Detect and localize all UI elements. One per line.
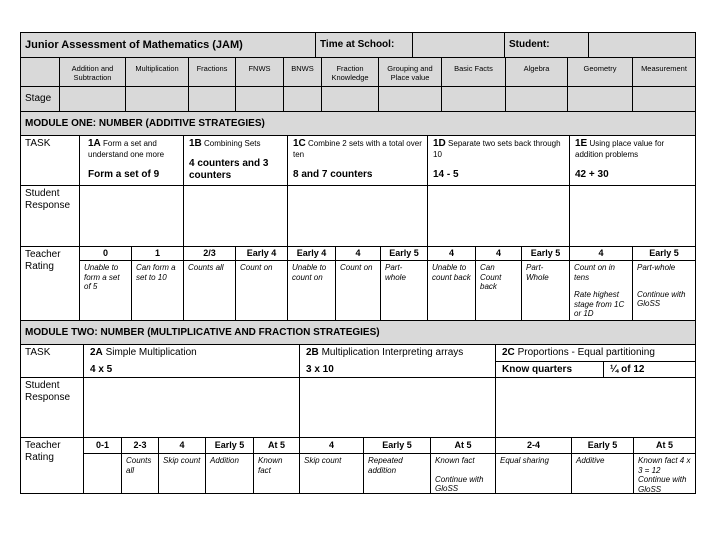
time-at-school-label-cell (316, 32, 413, 58)
task-label: TASK (25, 138, 51, 149)
domain-header (568, 58, 633, 87)
stage-field[interactable] (568, 87, 633, 112)
task-prompt: Form a set of 9 (88, 168, 160, 180)
rating-desc (570, 261, 633, 321)
rating-score[interactable] (132, 247, 184, 261)
rating-desc (84, 454, 122, 494)
domain-header (442, 58, 506, 87)
rating-desc (364, 454, 431, 494)
stage-field[interactable] (189, 87, 236, 112)
rating-desc-text: Counts all (126, 456, 152, 475)
rating-label-cell (20, 247, 80, 321)
rating-score[interactable] (288, 247, 336, 261)
task-prompt: Know quarters (502, 364, 573, 375)
rating-desc (122, 454, 159, 494)
task-id: 1B (189, 138, 202, 149)
rating-score[interactable] (572, 438, 634, 454)
rating-score[interactable] (300, 438, 364, 454)
rating-desc-text: Known fact 4 x 3 = 12 Continue with GloSS (638, 456, 691, 494)
task-id: 2B (306, 347, 319, 358)
rating-note-text: Continue with GloSS (637, 289, 686, 308)
rating-score[interactable] (522, 247, 570, 261)
rating-score[interactable] (634, 438, 696, 454)
student-label-cell (505, 32, 589, 58)
rating-desc-text: Can Count back (480, 263, 502, 291)
stage-field[interactable] (60, 87, 126, 112)
domain-label: Geometry (583, 64, 617, 73)
rating-score-text: 2-3 (133, 440, 147, 450)
teacher-rating-label: Teacher Rating (25, 249, 61, 272)
task-cell-1a (80, 136, 184, 186)
rating-score[interactable] (122, 438, 159, 454)
task-label-cell (20, 345, 84, 378)
response-field-1e[interactable] (570, 186, 696, 247)
response-field-2a[interactable] (84, 378, 300, 438)
response-field-1a[interactable] (80, 186, 184, 247)
rating-note-text: Continue with GloSS (435, 474, 484, 493)
rating-desc (496, 454, 572, 494)
response-field-1c[interactable] (288, 186, 428, 247)
rating-desc-text: Can form a set to 10 (136, 263, 176, 282)
rating-desc-text: Equal sharing (500, 456, 549, 465)
task-desc: Separate two sets back through 10 (433, 139, 561, 159)
rating-desc-text: Part-whole (385, 263, 406, 282)
rating-score[interactable] (431, 438, 496, 454)
rating-score-text: At 5 (267, 440, 285, 450)
rating-score-text: Early 5 (530, 248, 561, 258)
rating-score[interactable] (633, 247, 696, 261)
stage-field[interactable] (379, 87, 442, 112)
student-label: Student: (509, 39, 550, 50)
rating-score[interactable] (80, 247, 132, 261)
rating-label-cell (20, 438, 84, 494)
rating-desc (336, 261, 381, 321)
rating-desc-text: Part-whole (637, 263, 676, 272)
task-prompt: 4 counters and 3 counters (189, 158, 269, 181)
rating-desc-text: Count on (340, 263, 373, 272)
response-label-cell (20, 186, 80, 247)
form-title: Junior Assessment of Mathematics (JAM) (25, 39, 243, 51)
domain-label: Fractions (196, 64, 228, 73)
rating-score[interactable] (184, 247, 236, 261)
rating-desc-text: Repeated addition (368, 456, 403, 475)
rating-score-text: 0 (102, 248, 108, 258)
task-desc: Proportions - Equal partitioning (517, 347, 655, 358)
rating-score[interactable] (496, 438, 572, 454)
form-title-cell (20, 32, 316, 58)
domain-header (506, 58, 568, 87)
rating-desc (206, 454, 254, 494)
student-response-label: Student Response (25, 380, 71, 403)
stage-field[interactable] (284, 87, 322, 112)
response-field-2c[interactable] (496, 378, 696, 438)
rating-score-text: At 5 (454, 440, 472, 450)
rating-score-text: Early 5 (587, 440, 618, 450)
rating-score-text: Early 5 (389, 248, 419, 258)
domain-label: FNWS (248, 64, 271, 73)
rating-desc-text: Known fact (258, 456, 283, 475)
task-desc: Combining Sets (204, 139, 261, 148)
domain-label: Addition and Subtraction (71, 64, 114, 82)
rating-score-text: 1 (154, 248, 160, 258)
rating-desc (80, 261, 132, 321)
rating-desc (381, 261, 428, 321)
domain-label: Grouping and Place value (387, 64, 433, 82)
rating-desc-text: Count on (240, 263, 273, 272)
rating-desc-text: Known fact (435, 456, 475, 465)
stage-field[interactable] (322, 87, 379, 112)
task-cell-1e (570, 136, 696, 186)
rating-score[interactable] (206, 438, 254, 454)
rating-desc (572, 454, 634, 494)
rating-score[interactable] (476, 247, 522, 261)
rating-desc (159, 454, 206, 494)
task-desc: Combine 2 sets with a total over ten (293, 139, 422, 159)
stage-field[interactable] (236, 87, 284, 112)
stage-label-cell (20, 87, 60, 112)
task-id: 2C (502, 347, 515, 358)
rating-score-text: 4 (495, 248, 501, 258)
rating-desc (634, 454, 696, 494)
task-desc: Form a set and understand one more (88, 139, 165, 159)
domain-corner-cell (20, 58, 60, 87)
module-one-title-cell (20, 112, 696, 136)
module-two-title: MODULE TWO: NUMBER (MULTIPLICATIVE AND FRACTION STRATEGIES) (25, 327, 380, 338)
rating-desc (236, 261, 288, 321)
domain-label: Algebra (523, 64, 550, 73)
student-name-field[interactable] (589, 32, 696, 58)
domain-header (322, 58, 379, 87)
rating-desc (184, 261, 236, 321)
rating-score[interactable] (364, 438, 431, 454)
rating-desc (428, 261, 476, 321)
stage-field[interactable] (442, 87, 506, 112)
rating-score-text: 0-1 (95, 440, 109, 450)
rating-desc-text: Skip count (304, 456, 342, 465)
rating-desc-text: Unable to count on (292, 263, 327, 282)
rating-score[interactable] (236, 247, 288, 261)
rating-score-text: 4 (448, 248, 454, 258)
rating-score[interactable] (159, 438, 206, 454)
task-cell-1d (428, 136, 570, 186)
task-prompt: 4 x 5 (90, 364, 113, 375)
task-desc: Using place value for addition problems (575, 139, 665, 159)
response-field-1d[interactable] (428, 186, 570, 247)
teacher-rating-label: Teacher Rating (25, 440, 61, 463)
task-label-cell (20, 136, 80, 186)
time-at-school-label: Time at School: (320, 39, 395, 50)
task-desc: Multiplication Interpreting arrays (321, 347, 464, 358)
know-quarters-divider (496, 361, 696, 362)
student-response-label: Student Response (25, 188, 71, 211)
rating-desc (132, 261, 184, 321)
task-id: 1D (433, 138, 446, 149)
task-cell-2a (84, 345, 300, 378)
rating-score-text: Early 4 (296, 248, 327, 258)
rating-score-text: Early 4 (246, 248, 277, 258)
rating-desc-text: Skip count (163, 456, 201, 465)
task-prompt: 8 and 7 counters (293, 168, 373, 180)
rating-score-text: 4 (179, 440, 185, 450)
domain-header (60, 58, 126, 87)
rating-desc (254, 454, 300, 494)
domain-header (379, 58, 442, 87)
rating-score-text: 2-4 (526, 440, 540, 450)
task-prompt: 3 x 10 (306, 364, 334, 375)
rating-score[interactable] (336, 247, 381, 261)
domain-label: Fraction Knowledge (331, 64, 369, 82)
task-id: 2A (90, 347, 103, 358)
know-quarters-split (603, 361, 604, 378)
rating-score-text: 2/3 (203, 248, 216, 258)
rating-desc (522, 261, 570, 321)
rating-note-text: Rate highest stage from 1C or 1D (574, 290, 625, 318)
rating-score-text: 4 (355, 248, 361, 258)
response-field-2b[interactable] (300, 378, 496, 438)
stage-label: Stage (25, 93, 52, 104)
task-id: 1E (575, 138, 588, 149)
rating-score-text: 4 (328, 440, 334, 450)
domain-label: Basic Facts (454, 64, 493, 73)
task-id: 1C (293, 138, 306, 149)
task-cell-1c (288, 136, 428, 186)
stage-field[interactable] (126, 87, 189, 112)
task-desc: Simple Multiplication (105, 347, 197, 358)
rating-desc-text: Unable to count back (432, 263, 471, 282)
domain-label: BNWS (291, 64, 314, 73)
rating-desc (300, 454, 364, 494)
domain-header (236, 58, 284, 87)
rating-score[interactable] (84, 438, 122, 454)
stage-field[interactable] (633, 87, 696, 112)
domain-header (126, 58, 189, 87)
task-prompt-2: ¼ of 12 (610, 364, 645, 375)
rating-desc (633, 261, 696, 321)
task-cell-1b (184, 136, 288, 186)
response-label-cell (20, 378, 84, 438)
rating-score-text: 4 (598, 248, 604, 258)
domain-header (284, 58, 322, 87)
task-cell-2b (300, 345, 496, 378)
rating-score-text: At 5 (655, 440, 673, 450)
domain-label: Measurement (641, 64, 687, 73)
stage-field[interactable] (506, 87, 568, 112)
module-two-title-cell (20, 321, 696, 345)
rating-desc (288, 261, 336, 321)
task-id: 1A (88, 138, 101, 149)
rating-score[interactable] (428, 247, 476, 261)
rating-score[interactable] (254, 438, 300, 454)
domain-label: Multiplication (135, 64, 179, 73)
rating-score-text: Early 5 (214, 440, 245, 450)
time-at-school-field[interactable] (413, 32, 505, 58)
rating-desc-text: Count on in tens (574, 263, 615, 282)
rating-score-text: Early 5 (382, 440, 412, 450)
rating-score-text: Early 5 (649, 248, 679, 258)
rating-score[interactable] (381, 247, 428, 261)
domain-header (633, 58, 696, 87)
module-one-title: MODULE ONE: NUMBER (ADDITIVE STRATEGIES) (25, 118, 265, 129)
task-prompt: 14 - 5 (433, 168, 459, 180)
task-prompt: 42 + 30 (575, 168, 609, 180)
rating-desc-text: Unable to form a set of 5 (84, 263, 120, 291)
rating-desc (476, 261, 522, 321)
rating-desc-text: Additive (576, 456, 605, 465)
rating-score[interactable] (570, 247, 633, 261)
rating-desc (431, 454, 496, 494)
rating-desc-text: Part-Whole (526, 263, 549, 282)
task-label: TASK (25, 347, 51, 358)
rating-desc-text: Addition (210, 456, 239, 465)
rating-desc-text: Counts all (188, 263, 224, 272)
response-field-1b[interactable] (184, 186, 288, 247)
domain-header (189, 58, 236, 87)
